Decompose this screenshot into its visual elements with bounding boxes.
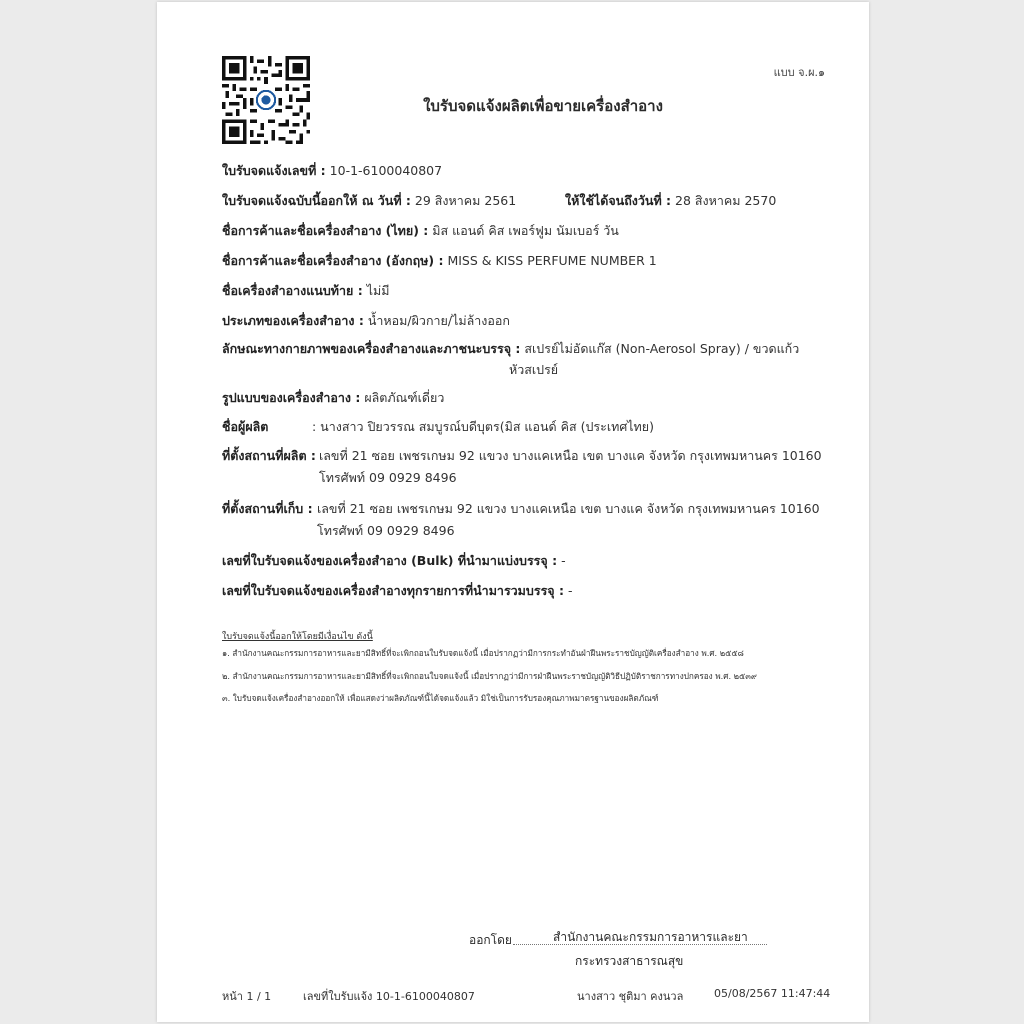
conditions-title: ใบรับจดแจ้งนี้ออกให้โดยมีเงื่อนไข ดังนี้ bbox=[222, 632, 373, 642]
name-english-label: ชื่อการค้าและชื่อเครื่องสำอาง (อังกฤษ) : bbox=[222, 253, 444, 268]
cosmetic-type-row bbox=[222, 311, 510, 331]
cosmetic-type-label: ประเภทของเครื่องสำอาง : bbox=[222, 313, 364, 328]
maker-label: ชื่อผู้ผลิต bbox=[222, 419, 269, 434]
physical-value: สเปรย์ไม่อัดแก๊ส (Non-Aerosol Spray) / ขวดแก้ว bbox=[524, 341, 800, 356]
registration-number-label: ใบรับจดแจ้งเลขที่ : bbox=[222, 163, 326, 178]
factory-phone: โทรศัพท์ 09 0929 8496 bbox=[319, 470, 457, 485]
issue-date-label: ใบรับจดแจ้งฉบับนี้ออกให้ ณ วันที่ : bbox=[222, 193, 411, 208]
document-title: ใบรับจดแจ้งผลิตเพื่อขายเครื่องสำอาง bbox=[423, 97, 663, 115]
issue-date-row bbox=[222, 191, 516, 211]
appendix-value: ไม่มี bbox=[366, 283, 390, 298]
bulk-value: - bbox=[561, 553, 566, 568]
condition-item: ๓. ใบรับจดแจ้งเครื่องสำอางออกให้ เพื่อแสดงว่าผลิตภัณฑ์นี้ได้จดแจ้งแล้ว มิใช่เป็นการรับรองคุณภาพมาตรฐานของผลิตภัณฑ์ bbox=[222, 693, 659, 703]
registration-number-row bbox=[222, 161, 442, 181]
cosmetic-type-value: น้ำหอม/ผิวกาย/ไม่ล้างออก bbox=[367, 313, 510, 328]
format-label: รูปแบบของเครื่องสำอาง : bbox=[222, 390, 361, 405]
name-thai-row bbox=[222, 221, 619, 241]
maker-value: : นางสาว ปิยวรรณ สมบูรณ์บดีบุตร(มิส แอนด์ คิส (ประเทศไทย) bbox=[312, 419, 654, 434]
appendix-row bbox=[222, 281, 389, 301]
footer-registration-ref: เลขที่ใบรับแจ้ง 10-1-6100040807 bbox=[303, 990, 475, 1003]
storage-row bbox=[222, 499, 313, 519]
bulk-label: เลขที่ใบรับจดแจ้งของเครื่องสำอาง (Bulk) ที่นำมาแบ่งบรรจุ : bbox=[222, 553, 558, 568]
physical-row bbox=[222, 339, 799, 359]
appendix-label: ชื่อเครื่องสำอางแนบท้าย : bbox=[222, 283, 363, 298]
page-number: หน้า 1 / 1 bbox=[222, 990, 272, 1003]
storage-address: เลขที่ 21 ซอย เพชรเกษม 92 แขวง บางแคเหนือ เขต บางแค จังหวัด กรุงเทพมหานคร 10160 bbox=[317, 501, 820, 516]
storage-phone: โทรศัพท์ 09 0929 8496 bbox=[317, 523, 455, 538]
form-code: แบบ จ.ผ.๑ bbox=[773, 66, 825, 79]
valid-until-value: 28 สิงหาคม 2570 bbox=[675, 193, 777, 208]
condition-item: ๑. สำนักงานคณะกรรมการอาหารและยามีสิทธิ์ที่จะเพิกถอนใบรับจดแจ้งนี้ เมื่อปรากฏว่ามีการกระทำอันฝ่าฝืนพระราชบัญญัติเครื่องสำอาง พ.ศ. ๒๕๕๘ bbox=[222, 648, 744, 658]
combined-value: - bbox=[567, 583, 573, 598]
registration-number-value: 10-1-6100040807 bbox=[329, 163, 443, 178]
condition-item: ๒. สำนักงานคณะกรรมการอาหารและยามีสิทธิ์ที่จะเพิกถอนใบจดแจ้งนี้ เมื่อปรากฏว่ามีการฝ่าฝืนพระราชบัญญัติวิธีปฏิบัติราชการทางปกครอง พ.ศ. ๒๕๓๙ bbox=[222, 671, 757, 681]
factory-row bbox=[222, 446, 316, 466]
officer-name: นางสาว ชุติมา คงนวล bbox=[577, 990, 684, 1003]
maker-row bbox=[222, 417, 268, 437]
format-row bbox=[222, 388, 444, 408]
valid-until-row bbox=[565, 191, 776, 211]
storage-label: ที่ตั้งสถานที่เก็บ : bbox=[222, 501, 313, 516]
issuing-ministry: กระทรวงสาธารณสุข bbox=[575, 954, 684, 968]
bulk-row bbox=[222, 551, 566, 571]
certificate-page bbox=[157, 2, 869, 1022]
print-timestamp: 05/08/2567 11:47:44 bbox=[714, 987, 831, 1000]
physical-label: ลักษณะทางกายภาพของเครื่องสำอางและภาชนะบรรจุ : bbox=[222, 341, 521, 356]
factory-address: เลขที่ 21 ซอย เพชรเกษม 92 แขวง บางแคเหนือ เขต บางแค จังหวัด กรุงเทพมหานคร 10160 bbox=[319, 448, 822, 463]
combined-label: เลขที่ใบรับจดแจ้งของเครื่องสำอางทุกรายการที่นำมารวมบรรจุ : bbox=[222, 583, 564, 598]
combined-row bbox=[222, 581, 572, 601]
name-english-value: MISS & KISS PERFUME NUMBER 1 bbox=[447, 253, 657, 268]
valid-until-label: ให้ใช้ได้จนถึงวันที่ : bbox=[565, 193, 672, 208]
signature-line bbox=[513, 944, 767, 945]
issue-date-value: 29 สิงหาคม 2561 bbox=[414, 193, 517, 208]
name-thai-label: ชื่อการค้าและชื่อเครื่องสำอาง (ไทย) : bbox=[222, 223, 429, 238]
name-english-row bbox=[222, 251, 657, 271]
name-thai-value: มิส แอนด์ คิส เพอร์ฟูม นัมเบอร์ วัน bbox=[432, 223, 619, 238]
physical-value-line2: หัวสเปรย์ bbox=[509, 362, 559, 377]
issued-by-label: ออกโดย bbox=[469, 933, 512, 947]
factory-label: ที่ตั้งสถานที่ผลิต : bbox=[222, 448, 316, 463]
format-value: ผลิตภัณฑ์เดี่ยว bbox=[364, 390, 445, 405]
issuing-agency: สำนักงานคณะกรรมการอาหารและยา bbox=[553, 930, 748, 944]
